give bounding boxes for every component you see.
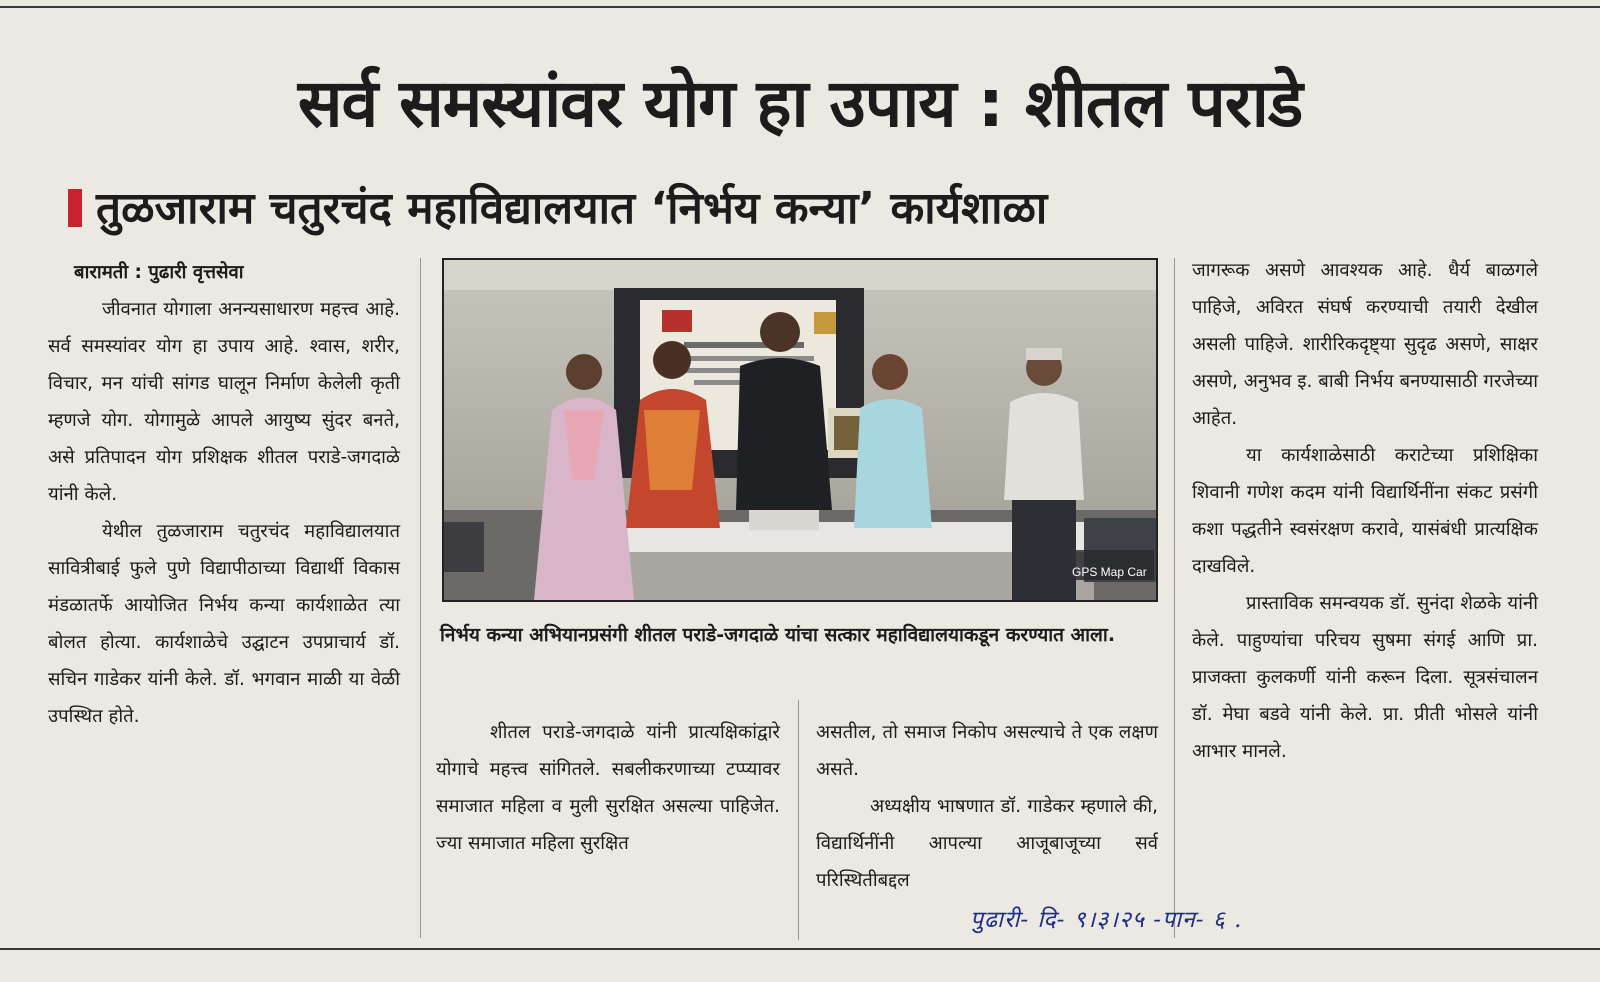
col4-paragraph-1: जागरूक असणे आवश्यक आहे. धैर्य बाळगले पाहिजे, अविरत संघर्ष करण्याची तयारी देखील असली पाहिजे. शारीरिकदृष्ट्या सुदृढ असणे, साक्षर असणे, अनुभव इ. बाबी निर्भय बनण्यासाठी गरजेच्या आहेत. bbox=[1192, 260, 1538, 429]
top-rule bbox=[0, 6, 1600, 8]
photo-illustration bbox=[444, 260, 1156, 600]
article-column-2 bbox=[436, 714, 780, 862]
col3-paragraph-1: असतील, तो समाज निकोप असल्याचे ते एक लक्षण असते. bbox=[816, 722, 1158, 780]
photo-watermark: GPS Map Car bbox=[1072, 565, 1147, 579]
col2-paragraph-1: शीतल पराडे-जगदाळे यांनी प्रात्यक्षिकांद्वारे योगाचे महत्त्व सांगितले. सबलीकरणाच्या टप्प्यावर समाजात महिला व मुली सुरक्षित असल्या पाहिजेत. ज्या समाजात महिला सुरक्षित bbox=[436, 722, 780, 854]
article-column-4 bbox=[1192, 252, 1538, 770]
handwritten-note: पुढारी- दि- ९।३।२५ -पान- ६ . bbox=[970, 907, 1243, 933]
photo-caption: निर्भय कन्या अभियानप्रसंगी शीतल पराडे-जगदाळे यांचा सत्कार महाविद्यालयाकडून करण्यात आला. bbox=[440, 624, 1116, 646]
article-column-3 bbox=[816, 714, 1158, 899]
column-divider bbox=[798, 700, 799, 940]
col4-paragraph-3: प्रास्ताविक समन्वयक डॉ. सुनंदा शेळके यांनी केले. पाहुण्यांचा परिचय सुषमा संगई आणि प्रा. प्राजक्ता कुलकर्णी यांनी करून दिला. सूत्रसंचालन डॉ. मेघा बडवे यांनी केले. प्रा. प्रीती भोसले यांनी आभार मानले. bbox=[1192, 593, 1538, 762]
col3-paragraph-2: अध्यक्षीय भाषणात डॉ. गाडेकर म्हणाले की, विद्यार्थिनींनी आपल्या आजूबाजूच्या सर्व परिस्थितीबद्दल bbox=[816, 796, 1158, 891]
event-photo bbox=[442, 258, 1158, 602]
article-column-1 bbox=[48, 254, 400, 735]
col1-paragraph-1: जीवनात योगाला अनन्यसाधारण महत्त्व आहे. सर्व समस्यांवर योग हा उपाय आहे. श्वास, शरीर, विचार, मन यांची सांगड घालून निर्माण केलेली कृती म्हणजे योग. योगामुळे आपले आयुष्य सुंदर बनते, असे प्रतिपादन योग प्रशिक्षक शीतल पराडे-जगदाळे यांनी केले. bbox=[48, 299, 400, 505]
column-divider bbox=[1174, 258, 1175, 938]
subheadline bbox=[68, 178, 1488, 240]
col1-paragraph-2: येथील तुळजाराम चतुरचंद महाविद्यालयात सावित्रीबाई फुले पुणे विद्यापीठाच्या विद्यार्थी विकास मंडळातर्फे आयोजित निर्भय कन्या कार्यशाळेत त्या बोलत होत्या. कार्यशाळेचे उद्घाटन उपप्राचार्य डॉ. सचिन गाडेकर यांनी केले. डॉ. भगवान माळी या वेळी उपस्थित होते. bbox=[48, 521, 400, 727]
column-divider bbox=[420, 258, 421, 938]
subheadline-text: तुळजाराम चतुरचंद महाविद्यालयात ‘निर्भय कन्या’ कार्यशाळा bbox=[96, 183, 1048, 234]
col4-paragraph-2: या कार्यशाळेसाठी कराटेच्या प्रशिक्षिका शिवानी गणेश कदम यांनी विद्यार्थिनींना संकट प्रसंगी कशा पद्धतीने स्वसंरक्षण करावे, यासंबंधी प्रात्यक्षिक दाखविले. bbox=[1192, 445, 1538, 577]
accent-bar bbox=[68, 189, 82, 227]
bottom-rule bbox=[0, 948, 1600, 950]
dateline: बारामती : पुढारी वृत्तसेवा bbox=[74, 262, 244, 283]
headline: सर्व समस्यांवर योग हा उपाय : शीतल पराडे bbox=[297, 65, 1303, 142]
